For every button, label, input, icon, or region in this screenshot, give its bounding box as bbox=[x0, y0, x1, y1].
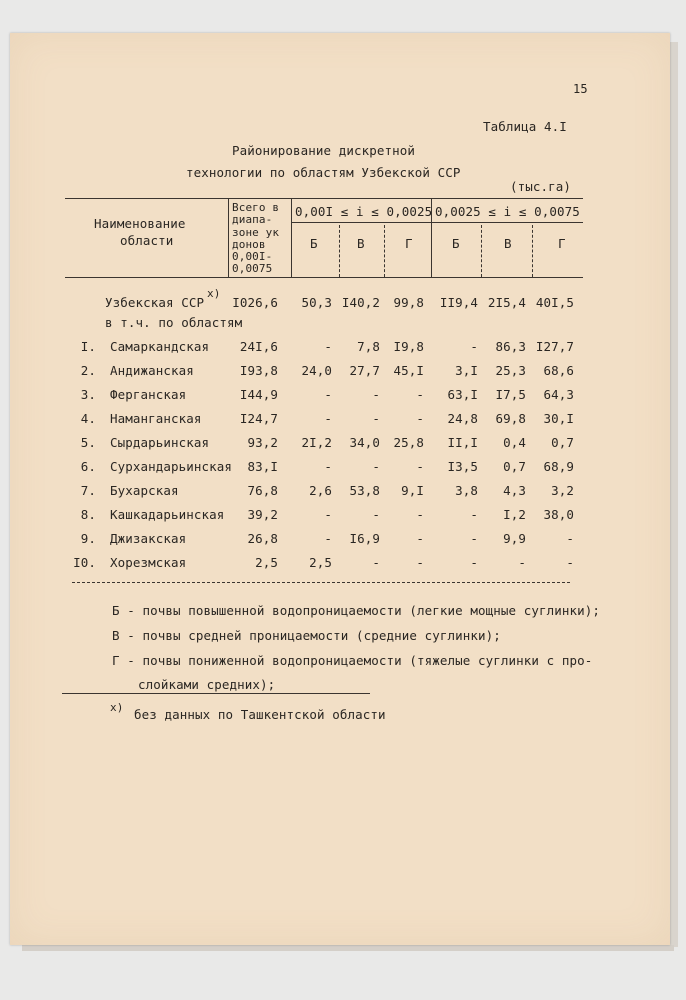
table-title-line2: технологии по областям Узбекской ССР bbox=[186, 165, 461, 180]
row-region-name: Джизакская bbox=[110, 531, 187, 546]
row-region-name: Ферганская bbox=[110, 387, 187, 402]
cell-v2: - bbox=[518, 555, 526, 570]
header-total-line1: Всего в bbox=[232, 201, 280, 214]
row-number: 7. bbox=[80, 483, 96, 498]
header-group1: 0,00I ≤ i ≤ 0,0025 bbox=[295, 204, 433, 219]
cell-g2: 30,I bbox=[543, 411, 574, 426]
cell-b2: II,I bbox=[447, 435, 478, 450]
total-cell-g1: 99,8 bbox=[393, 295, 424, 310]
cell-all: 24I,6 bbox=[239, 339, 278, 354]
header-total-line3: зоне ук bbox=[232, 226, 280, 239]
header-vline-1 bbox=[228, 199, 229, 277]
row-number: 4. bbox=[80, 411, 96, 426]
cell-b1: 24,0 bbox=[301, 363, 332, 378]
cell-v1: 7,8 bbox=[357, 339, 380, 354]
units-label: (тыс.га) bbox=[510, 179, 572, 194]
cell-g1: - bbox=[416, 507, 424, 522]
row-region-name: Андижанская bbox=[110, 363, 194, 378]
cell-g2: 68,9 bbox=[543, 459, 574, 474]
legend-g-cont: слойками средних); bbox=[138, 677, 276, 692]
cell-v1: 53,8 bbox=[349, 483, 380, 498]
cell-g1: 25,8 bbox=[393, 435, 424, 450]
cell-b1: 2,5 bbox=[309, 555, 332, 570]
cell-b2: 63,I bbox=[447, 387, 478, 402]
row-region-name: Сырдарьинская bbox=[110, 435, 210, 450]
footnote-rule bbox=[62, 693, 370, 694]
cell-b1: - bbox=[324, 459, 332, 474]
table-bottom-dashed-rule bbox=[72, 582, 570, 583]
cell-b1: - bbox=[324, 387, 332, 402]
row-region-name: Самаркандская bbox=[110, 339, 210, 354]
cell-g1: 9,I bbox=[401, 483, 424, 498]
cell-v2: I,2 bbox=[503, 507, 526, 522]
legend-v: В - почвы средней проницаемости (средние суглинки); bbox=[112, 628, 501, 643]
total-cell-b1: 50,3 bbox=[301, 295, 332, 310]
row-number: I0. bbox=[73, 555, 96, 570]
cell-all: 26,8 bbox=[247, 531, 278, 546]
total-cell-b2: II9,4 bbox=[439, 295, 478, 310]
cell-b2: - bbox=[470, 531, 478, 546]
cell-g1: 45,I bbox=[393, 363, 424, 378]
row-number: 9. bbox=[80, 531, 96, 546]
group-divider-rule bbox=[291, 222, 583, 223]
row-number: 2. bbox=[80, 363, 96, 378]
subheading: в т.ч. по областям bbox=[105, 315, 243, 330]
cell-g1: - bbox=[416, 411, 424, 426]
cell-b1: - bbox=[324, 339, 332, 354]
total-cell-v2: 2I5,4 bbox=[487, 295, 526, 310]
cell-v2: 0,7 bbox=[503, 459, 526, 474]
cell-v2: 86,3 bbox=[495, 339, 526, 354]
cell-b2: 24,8 bbox=[447, 411, 478, 426]
cell-all: 2,5 bbox=[255, 555, 278, 570]
header-total-line6: 0,0075 bbox=[232, 262, 273, 275]
cell-g2: 64,3 bbox=[543, 387, 574, 402]
row-number: 5. bbox=[80, 435, 96, 450]
cell-b2: I3,5 bbox=[447, 459, 478, 474]
footnote-text: без данных по Ташкентской области bbox=[134, 707, 386, 722]
row-region-name: Хорезмская bbox=[110, 555, 187, 570]
cell-b2: - bbox=[470, 339, 478, 354]
footnote-mark: х) bbox=[110, 701, 124, 714]
cell-b1: 2,6 bbox=[309, 483, 332, 498]
cell-v1: I6,9 bbox=[349, 531, 380, 546]
row-number: 3. bbox=[80, 387, 96, 402]
header-sub-v1: В bbox=[357, 236, 365, 251]
cell-g1: I9,8 bbox=[393, 339, 424, 354]
header-total-line5: 0,00I- bbox=[232, 250, 273, 263]
cell-v2: 0,4 bbox=[503, 435, 526, 450]
cell-v2: 25,3 bbox=[495, 363, 526, 378]
cell-b1: - bbox=[324, 411, 332, 426]
page-edge-shadow-bottom bbox=[22, 945, 674, 951]
cell-v2: I7,5 bbox=[495, 387, 526, 402]
cell-v1: 27,7 bbox=[349, 363, 380, 378]
cell-all: I24,7 bbox=[239, 411, 278, 426]
cell-v1: 34,0 bbox=[349, 435, 380, 450]
cell-v1: - bbox=[372, 507, 380, 522]
cell-v2: 9,9 bbox=[503, 531, 526, 546]
total-row-footnote-mark: х) bbox=[207, 287, 221, 300]
page-edge-shadow bbox=[670, 42, 678, 947]
cell-b1: 2I,2 bbox=[301, 435, 332, 450]
cell-g2: 68,6 bbox=[543, 363, 574, 378]
header-name-line2: области bbox=[120, 233, 174, 248]
total-cell-all: I026,6 bbox=[232, 295, 278, 310]
row-region-name: Наманганская bbox=[110, 411, 202, 426]
total-row-name: Узбекская ССР bbox=[105, 295, 205, 310]
cell-all: 76,8 bbox=[247, 483, 278, 498]
row-region-name: Бухарская bbox=[110, 483, 179, 498]
cell-b2: 3,I bbox=[455, 363, 478, 378]
cell-g2: - bbox=[566, 531, 574, 546]
cell-g2: 3,2 bbox=[551, 483, 574, 498]
cell-v2: 4,3 bbox=[503, 483, 526, 498]
cell-v2: 69,8 bbox=[495, 411, 526, 426]
header-name-line1: Наименование bbox=[94, 216, 186, 231]
cell-all: 39,2 bbox=[247, 507, 278, 522]
cell-b2: - bbox=[470, 555, 478, 570]
header-sub-b1: Б bbox=[310, 236, 318, 251]
header-vline-sub3 bbox=[481, 225, 482, 277]
row-region-name: Сурхандарьинская bbox=[110, 459, 233, 474]
table-title-line1: Районирование дискретной bbox=[232, 143, 416, 158]
cell-g2: 38,0 bbox=[543, 507, 574, 522]
cell-g2: 0,7 bbox=[551, 435, 574, 450]
cell-g1: - bbox=[416, 387, 424, 402]
legend-b: Б - почвы повышенной водопроницаемости (легкие мощные суглинки); bbox=[112, 603, 601, 618]
table-label: Таблица 4.I bbox=[483, 119, 567, 134]
row-number: 6. bbox=[80, 459, 96, 474]
cell-all: I93,8 bbox=[239, 363, 278, 378]
header-sub-b2: Б bbox=[452, 236, 460, 251]
header-top-rule bbox=[65, 198, 583, 199]
document-page bbox=[10, 33, 670, 945]
cell-v1: - bbox=[372, 411, 380, 426]
cell-b1: - bbox=[324, 507, 332, 522]
page-number: 15 bbox=[573, 82, 588, 96]
total-cell-g2: 40I,5 bbox=[535, 295, 574, 310]
cell-all: 83,I bbox=[247, 459, 278, 474]
cell-g1: - bbox=[416, 555, 424, 570]
cell-v1: - bbox=[372, 459, 380, 474]
cell-all: I44,9 bbox=[239, 387, 278, 402]
header-vline-sub4 bbox=[532, 225, 533, 277]
header-sub-v2: В bbox=[504, 236, 512, 251]
header-vline-sub2 bbox=[384, 225, 385, 277]
cell-all: 93,2 bbox=[247, 435, 278, 450]
header-vline-sub1 bbox=[339, 225, 340, 277]
header-sub-g2: Г bbox=[558, 236, 566, 251]
header-group2: 0,0025 ≤ i ≤ 0,0075 bbox=[435, 204, 580, 219]
header-bottom-rule bbox=[65, 277, 583, 278]
total-cell-v1: I40,2 bbox=[341, 295, 380, 310]
header-vline-2 bbox=[291, 199, 292, 277]
legend-g: Г - почвы пониженной водопроницаемости (тяжелые суглинки с про- bbox=[112, 653, 593, 668]
row-region-name: Кашкадарьинская bbox=[110, 507, 225, 522]
cell-g1: - bbox=[416, 459, 424, 474]
row-number: I. bbox=[80, 339, 96, 354]
row-number: 8. bbox=[80, 507, 96, 522]
header-sub-g1: Г bbox=[405, 236, 413, 251]
cell-b1: - bbox=[324, 531, 332, 546]
cell-v1: - bbox=[372, 555, 380, 570]
cell-g2: - bbox=[566, 555, 574, 570]
cell-b2: 3,8 bbox=[455, 483, 478, 498]
cell-g2: I27,7 bbox=[535, 339, 574, 354]
header-total-line2: диапа- bbox=[232, 213, 273, 226]
header-total-line4: донов bbox=[232, 238, 266, 251]
cell-v1: - bbox=[372, 387, 380, 402]
cell-b2: - bbox=[470, 507, 478, 522]
cell-g1: - bbox=[416, 531, 424, 546]
